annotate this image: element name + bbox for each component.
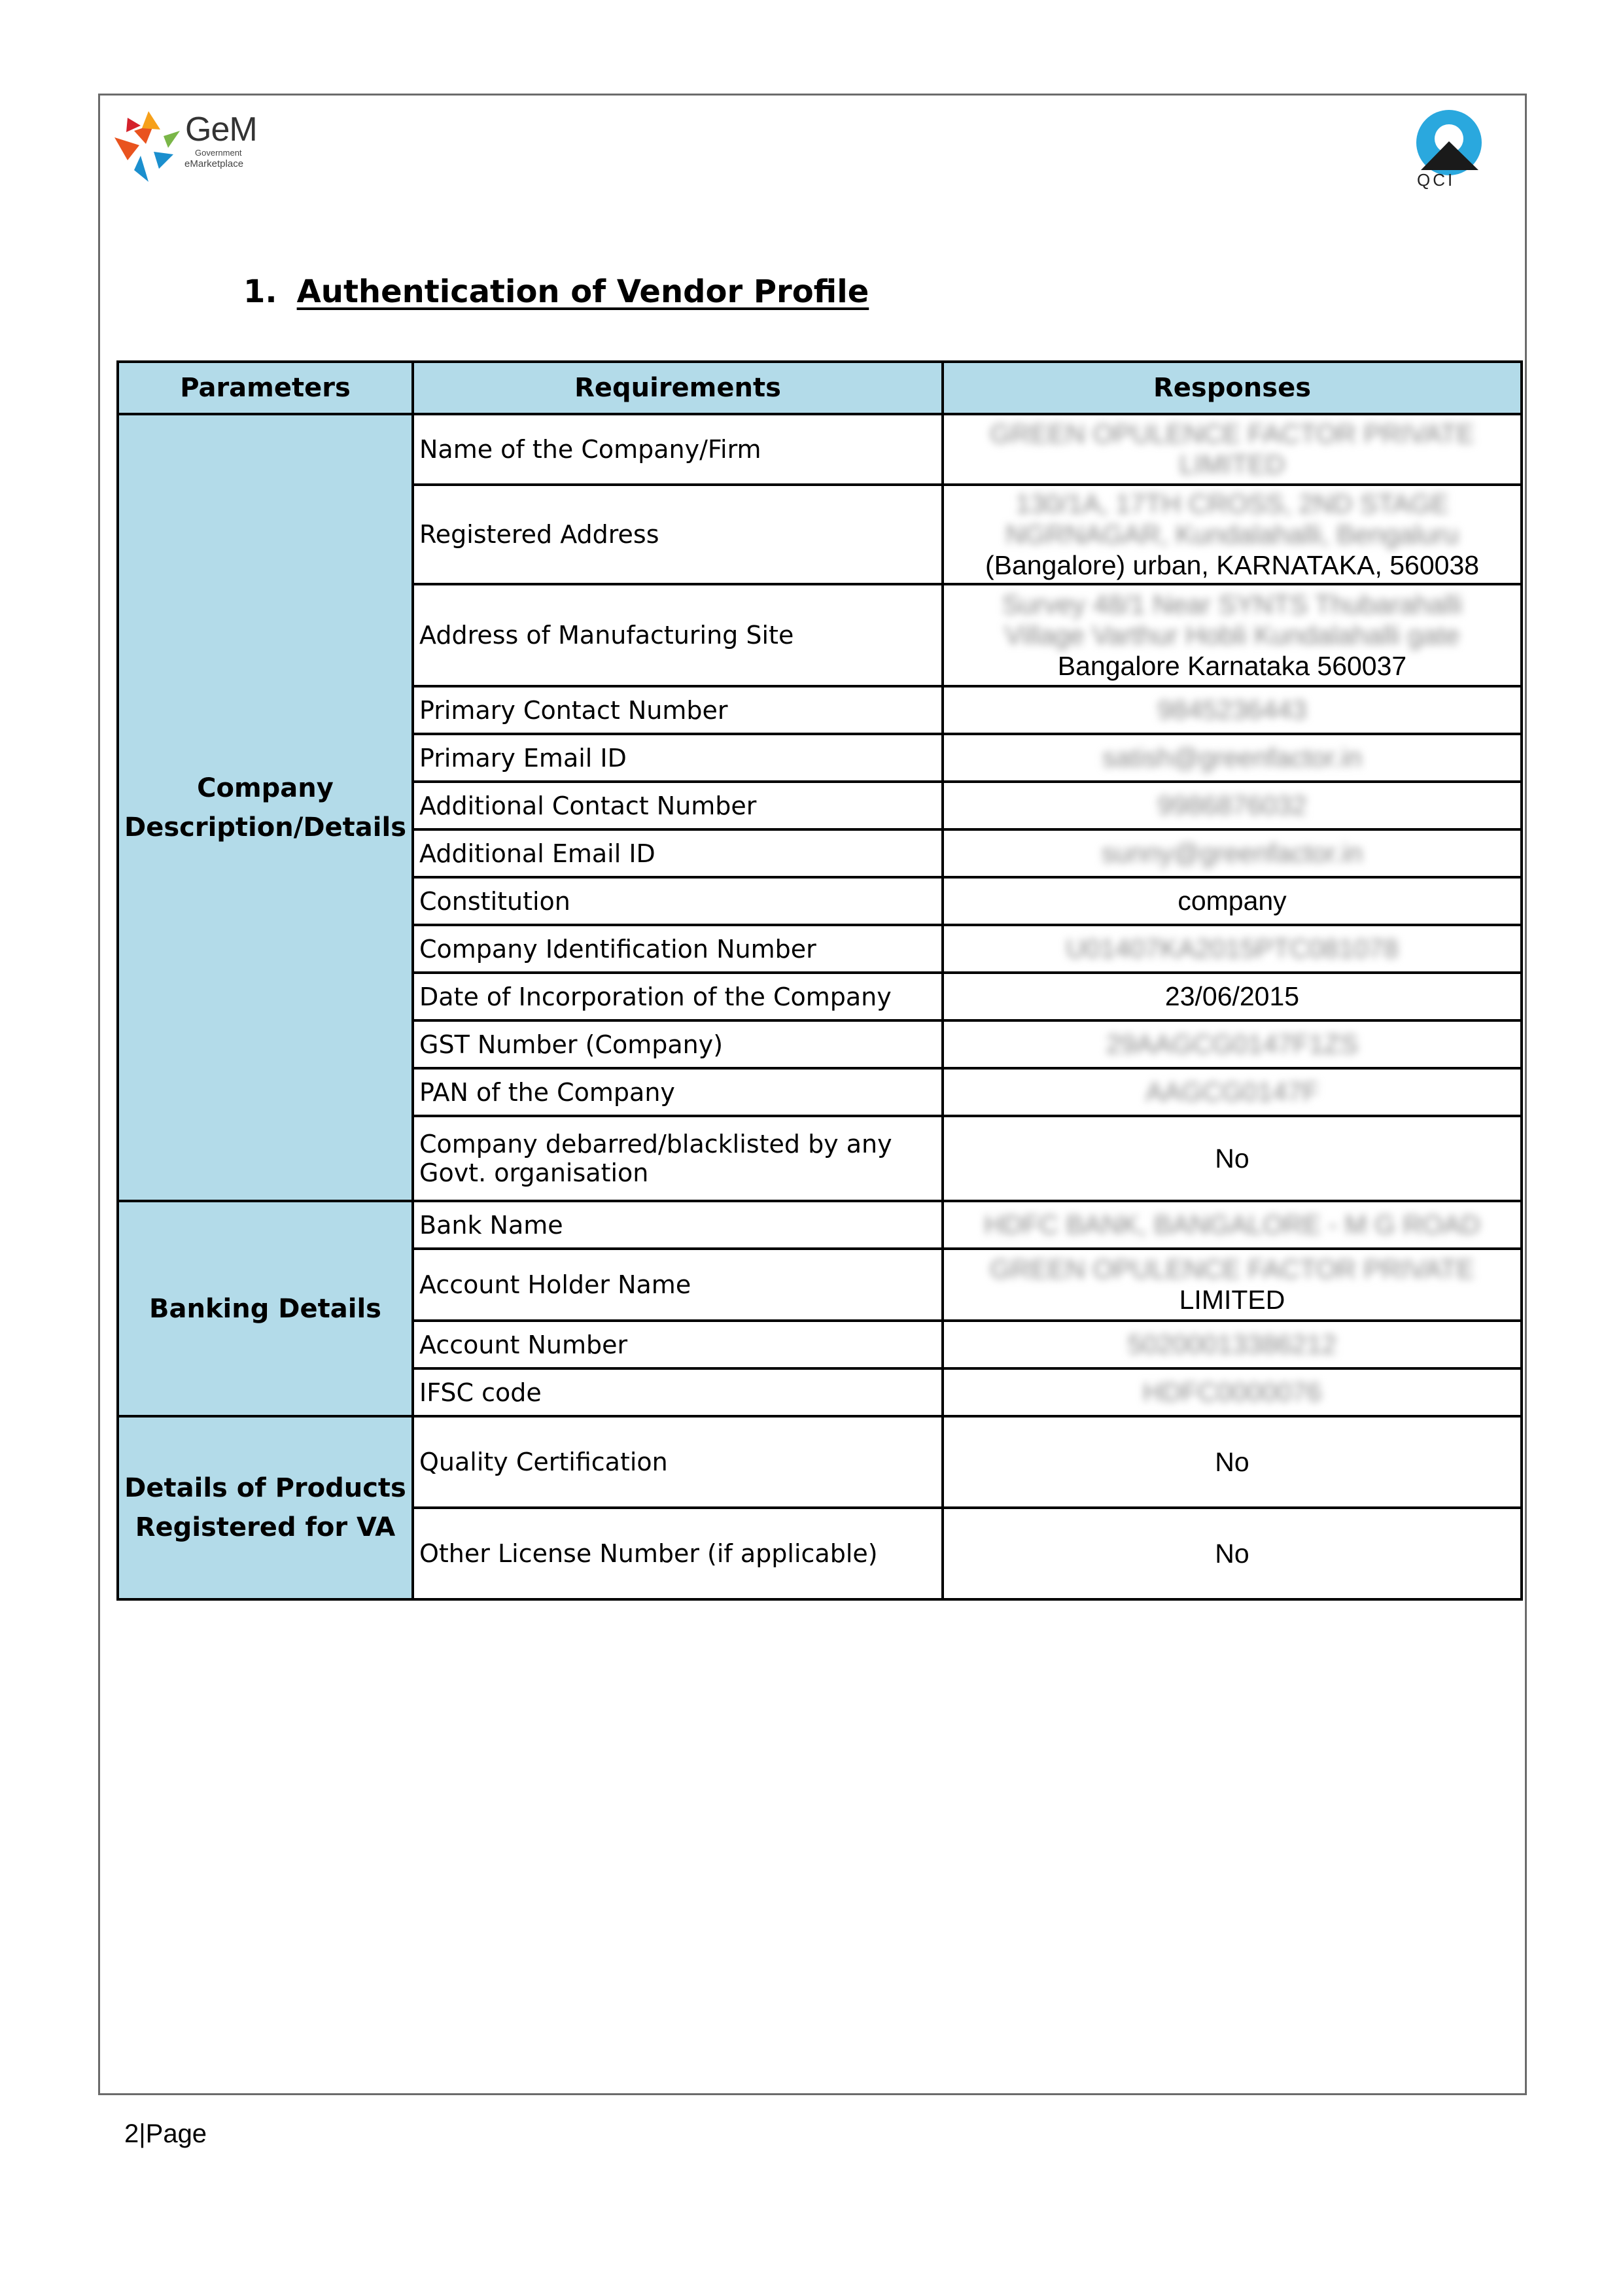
resp-cin (943, 925, 1522, 973)
req-other-license: Other License Number (if applicable) (413, 1508, 943, 1599)
req-constitution: Constitution (413, 877, 943, 925)
qci-logo-text: QCI (1417, 170, 1456, 190)
table-header-row (118, 362, 1522, 414)
resp-constitution: company (943, 877, 1522, 925)
req-debarred: Company debarred/blacklisted by any Govt. organisation (413, 1116, 943, 1201)
req-pan: PAN of the Company (413, 1068, 943, 1116)
req-ifsc: IFSC code (413, 1368, 943, 1416)
resp-incorporation-date: 23/06/2015 (943, 973, 1522, 1020)
vendor-profile-table (116, 360, 1523, 1601)
req-manufacturing-address: Address of Manufacturing Site (413, 584, 943, 686)
page-number: 2|Page (124, 2119, 207, 2148)
req-primary-contact: Primary Contact Number (413, 686, 943, 734)
blurred-value: LIMITED (1179, 449, 1285, 479)
resp-debarred: No (943, 1116, 1522, 1201)
param-products-details: Details of Products Registered for VA (118, 1416, 413, 1599)
resp-bank-name (943, 1201, 1522, 1249)
req-additional-contact: Additional Contact Number (413, 782, 943, 829)
blurred-value: GREEN OPULENCE FACTOR PRIVATE (990, 419, 1475, 449)
blurred-value: Survey 48/1 Near SYNTS Thubarahalli (1002, 589, 1463, 619)
req-bank-name: Bank Name (413, 1201, 943, 1249)
blurred-value: 130/1A, 17TH CROSS, 2ND STAGE (1015, 488, 1449, 519)
resp-registered-address (943, 485, 1522, 584)
table-row (118, 1416, 1522, 1508)
blurred-value: U01407KA2015PTC081078 (1066, 933, 1399, 964)
blurred-value: 50200013386212 (1127, 1329, 1337, 1359)
resp-account-holder (943, 1249, 1522, 1321)
blurred-value: AAGCG0147F (1145, 1077, 1319, 1107)
header-requirements: Requirements (413, 362, 943, 414)
gem-logo-sub1: Government (195, 148, 242, 158)
resp-manufacturing-address (943, 584, 1522, 686)
header-responses: Responses (943, 362, 1522, 414)
resp-ifsc (943, 1368, 1522, 1416)
table-row (118, 414, 1522, 485)
blurred-value: 9845236443 (1157, 695, 1307, 725)
req-account-holder: Account Holder Name (413, 1249, 943, 1321)
req-company-name: Name of the Company/Firm (413, 414, 943, 485)
req-primary-email: Primary Email ID (413, 734, 943, 782)
blurred-value: sunny@greenfactor.in (1101, 838, 1363, 868)
blurred-value: satish@greenfactor.in (1102, 742, 1363, 773)
gem-logo-sub2: eMarketplace (184, 158, 244, 169)
response-text: Bangalore Karnataka 560037 (1057, 650, 1407, 681)
param-company-details: Company Description/Details (118, 414, 413, 1201)
header-parameters: Parameters (118, 362, 413, 414)
blurred-value: 29AAGCG0147F1ZS (1106, 1029, 1359, 1059)
req-account-number: Account Number (413, 1321, 943, 1368)
gem-logo-text: GeM (185, 111, 257, 148)
req-registered-address: Registered Address (413, 485, 943, 584)
resp-company-name (943, 414, 1522, 485)
req-gst-number: GST Number (Company) (413, 1020, 943, 1068)
req-cin: Company Identification Number (413, 925, 943, 973)
resp-quality-certification: No (943, 1416, 1522, 1508)
resp-other-license: No (943, 1508, 1522, 1599)
resp-account-number (943, 1321, 1522, 1368)
resp-additional-email (943, 829, 1522, 877)
table-row (118, 1201, 1522, 1249)
resp-gst-number (943, 1020, 1522, 1068)
resp-primary-contact (943, 686, 1522, 734)
response-text: LIMITED (1179, 1285, 1285, 1315)
blurred-value: HDFC BANK, BANGALORE - M G ROAD (984, 1209, 1480, 1240)
blurred-value: 9986876032 (1157, 790, 1307, 820)
blurred-value: GREEN OPULENCE FACTOR PRIVATE (990, 1254, 1475, 1284)
response-text: (Bangalore) urban, KARNATAKA, 560038 (985, 549, 1480, 580)
req-additional-email: Additional Email ID (413, 829, 943, 877)
blurred-value: HDFC0000076 (1142, 1377, 1322, 1407)
req-quality-certification: Quality Certification (413, 1416, 943, 1508)
blurred-value: Village Varthur Hobli Kundalahalli gate (1004, 619, 1460, 650)
req-incorporation-date: Date of Incorporation of the Company (413, 973, 943, 1020)
param-banking-details: Banking Details (118, 1201, 413, 1416)
resp-pan (943, 1068, 1522, 1116)
section-heading (243, 273, 869, 310)
resp-additional-contact (943, 782, 1522, 829)
section-number: 1. (243, 273, 277, 310)
resp-primary-email (943, 734, 1522, 782)
blurred-value: NGRNAGAR, Kundalahalli, Bengaluru (1005, 519, 1459, 549)
section-title: Authentication of Vendor Profile (296, 273, 869, 310)
